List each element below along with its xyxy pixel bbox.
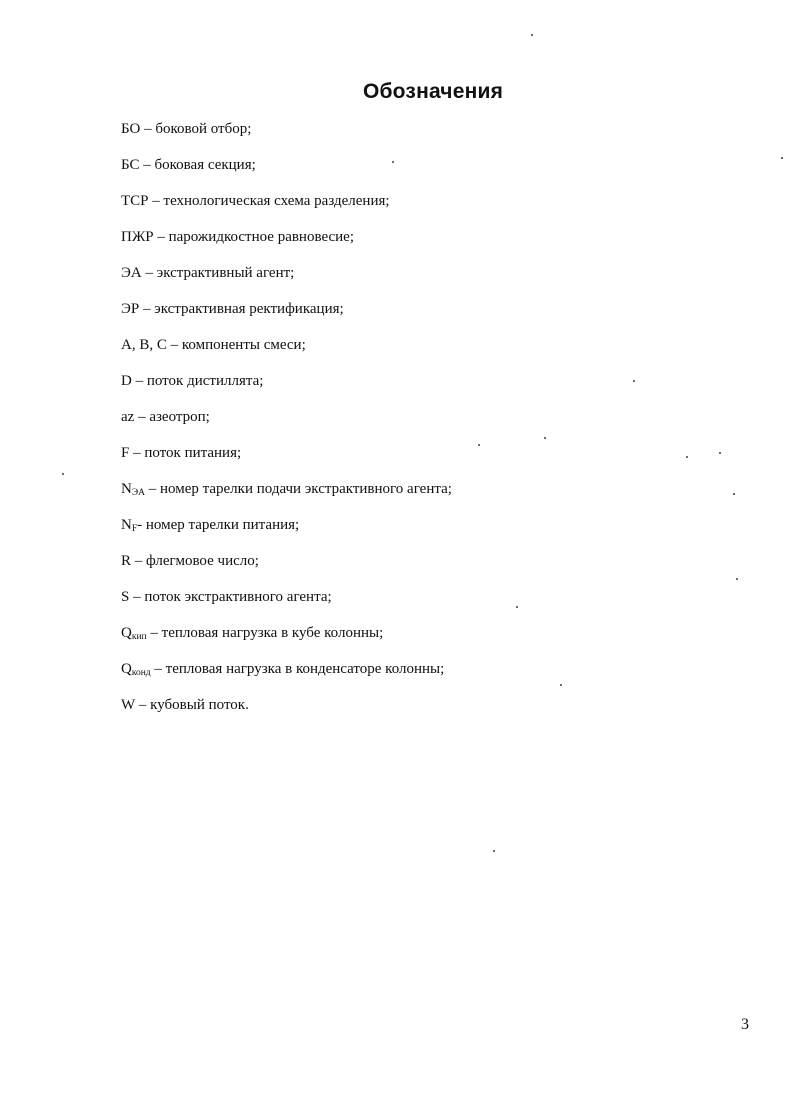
notation-definition: – азеотроп; (134, 409, 210, 425)
notation-symbol: $Q_{конд}$ (121, 661, 151, 678)
notation-definition: – технологическая схема разделения; (148, 193, 390, 209)
notation-symbol: az (121, 409, 135, 425)
page-title: Обозначения (362, 80, 504, 103)
scan-speck (560, 684, 562, 686)
scan-speck (733, 493, 735, 495)
notation-item (121, 299, 452, 335)
notation-item (121, 119, 452, 155)
notation-item (121, 443, 452, 479)
notation-definition: – тепловая нагрузка в кубе колонны; (146, 625, 384, 641)
page-number: 3 (741, 1016, 749, 1033)
notation-item (121, 227, 452, 263)
notation-symbol: ПЖР (121, 229, 154, 245)
notation-definition: – экстрактивный агент; (141, 265, 295, 281)
notation-item (121, 623, 452, 659)
notation-item (121, 263, 452, 299)
scan-speck (62, 473, 64, 475)
notation-item (121, 335, 452, 371)
scan-speck (544, 437, 546, 439)
scan-speck (633, 380, 635, 382)
notation-definition: – кубовый поток. (135, 697, 249, 713)
notation-item (121, 191, 452, 227)
notation-definition: – парожидкостное равновесие; (153, 229, 354, 245)
scan-speck (781, 157, 783, 159)
notation-item (121, 659, 452, 695)
notation-symbol: S (121, 589, 130, 605)
notation-definition: – флегмовое число; (131, 553, 259, 569)
scan-speck (478, 444, 480, 446)
notation-list (121, 119, 452, 731)
notation-symbol: W (121, 697, 136, 713)
notation-item (121, 695, 452, 731)
notation-item (121, 515, 452, 551)
scan-speck (392, 161, 394, 163)
notation-symbol: R (121, 553, 132, 569)
notation-definition: – боковой отбор; (140, 121, 252, 137)
notation-definition: - номер тарелки питания; (137, 517, 300, 533)
notation-symbol: БО (121, 121, 141, 137)
notation-item (121, 371, 452, 407)
notation-definition: – экстрактивная ректификация; (139, 301, 344, 317)
notation-definition: – поток питания; (129, 445, 242, 461)
notation-symbol: $N_F$ (121, 517, 138, 534)
notation-symbol: ТСР (121, 193, 149, 209)
notation-item (121, 587, 452, 623)
notation-definition: – поток дистиллята; (131, 373, 264, 389)
notation-definition: – тепловая нагрузка в конденсаторе колонны; (150, 661, 445, 677)
notation-symbol: $Q_{кип}$ (121, 625, 147, 642)
notation-symbol: $N_{ЭА}$ (121, 481, 145, 498)
notation-symbol: ЭА (121, 265, 142, 281)
notation-item (121, 155, 452, 191)
notation-symbol: БС (121, 157, 140, 173)
notation-definition: – боковая секция; (139, 157, 256, 173)
scan-speck (493, 850, 495, 852)
notation-definition: – поток экстрактивного агента; (129, 589, 332, 605)
scan-speck (719, 452, 721, 454)
notation-symbol: A, B, C (121, 337, 167, 353)
notation-definition: – компоненты смеси; (166, 337, 306, 353)
notation-symbol: D (121, 373, 132, 389)
scan-speck (516, 606, 518, 608)
notation-item (121, 479, 452, 515)
notation-item (121, 407, 452, 443)
scan-speck (531, 34, 533, 36)
notation-symbol: ЭР (121, 301, 140, 317)
notation-item (121, 551, 452, 587)
notation-symbol: F (121, 445, 130, 461)
notation-definition: – номер тарелки подачи экстрактивного агента; (144, 481, 452, 497)
scan-speck (686, 456, 688, 458)
scan-speck (736, 578, 738, 580)
